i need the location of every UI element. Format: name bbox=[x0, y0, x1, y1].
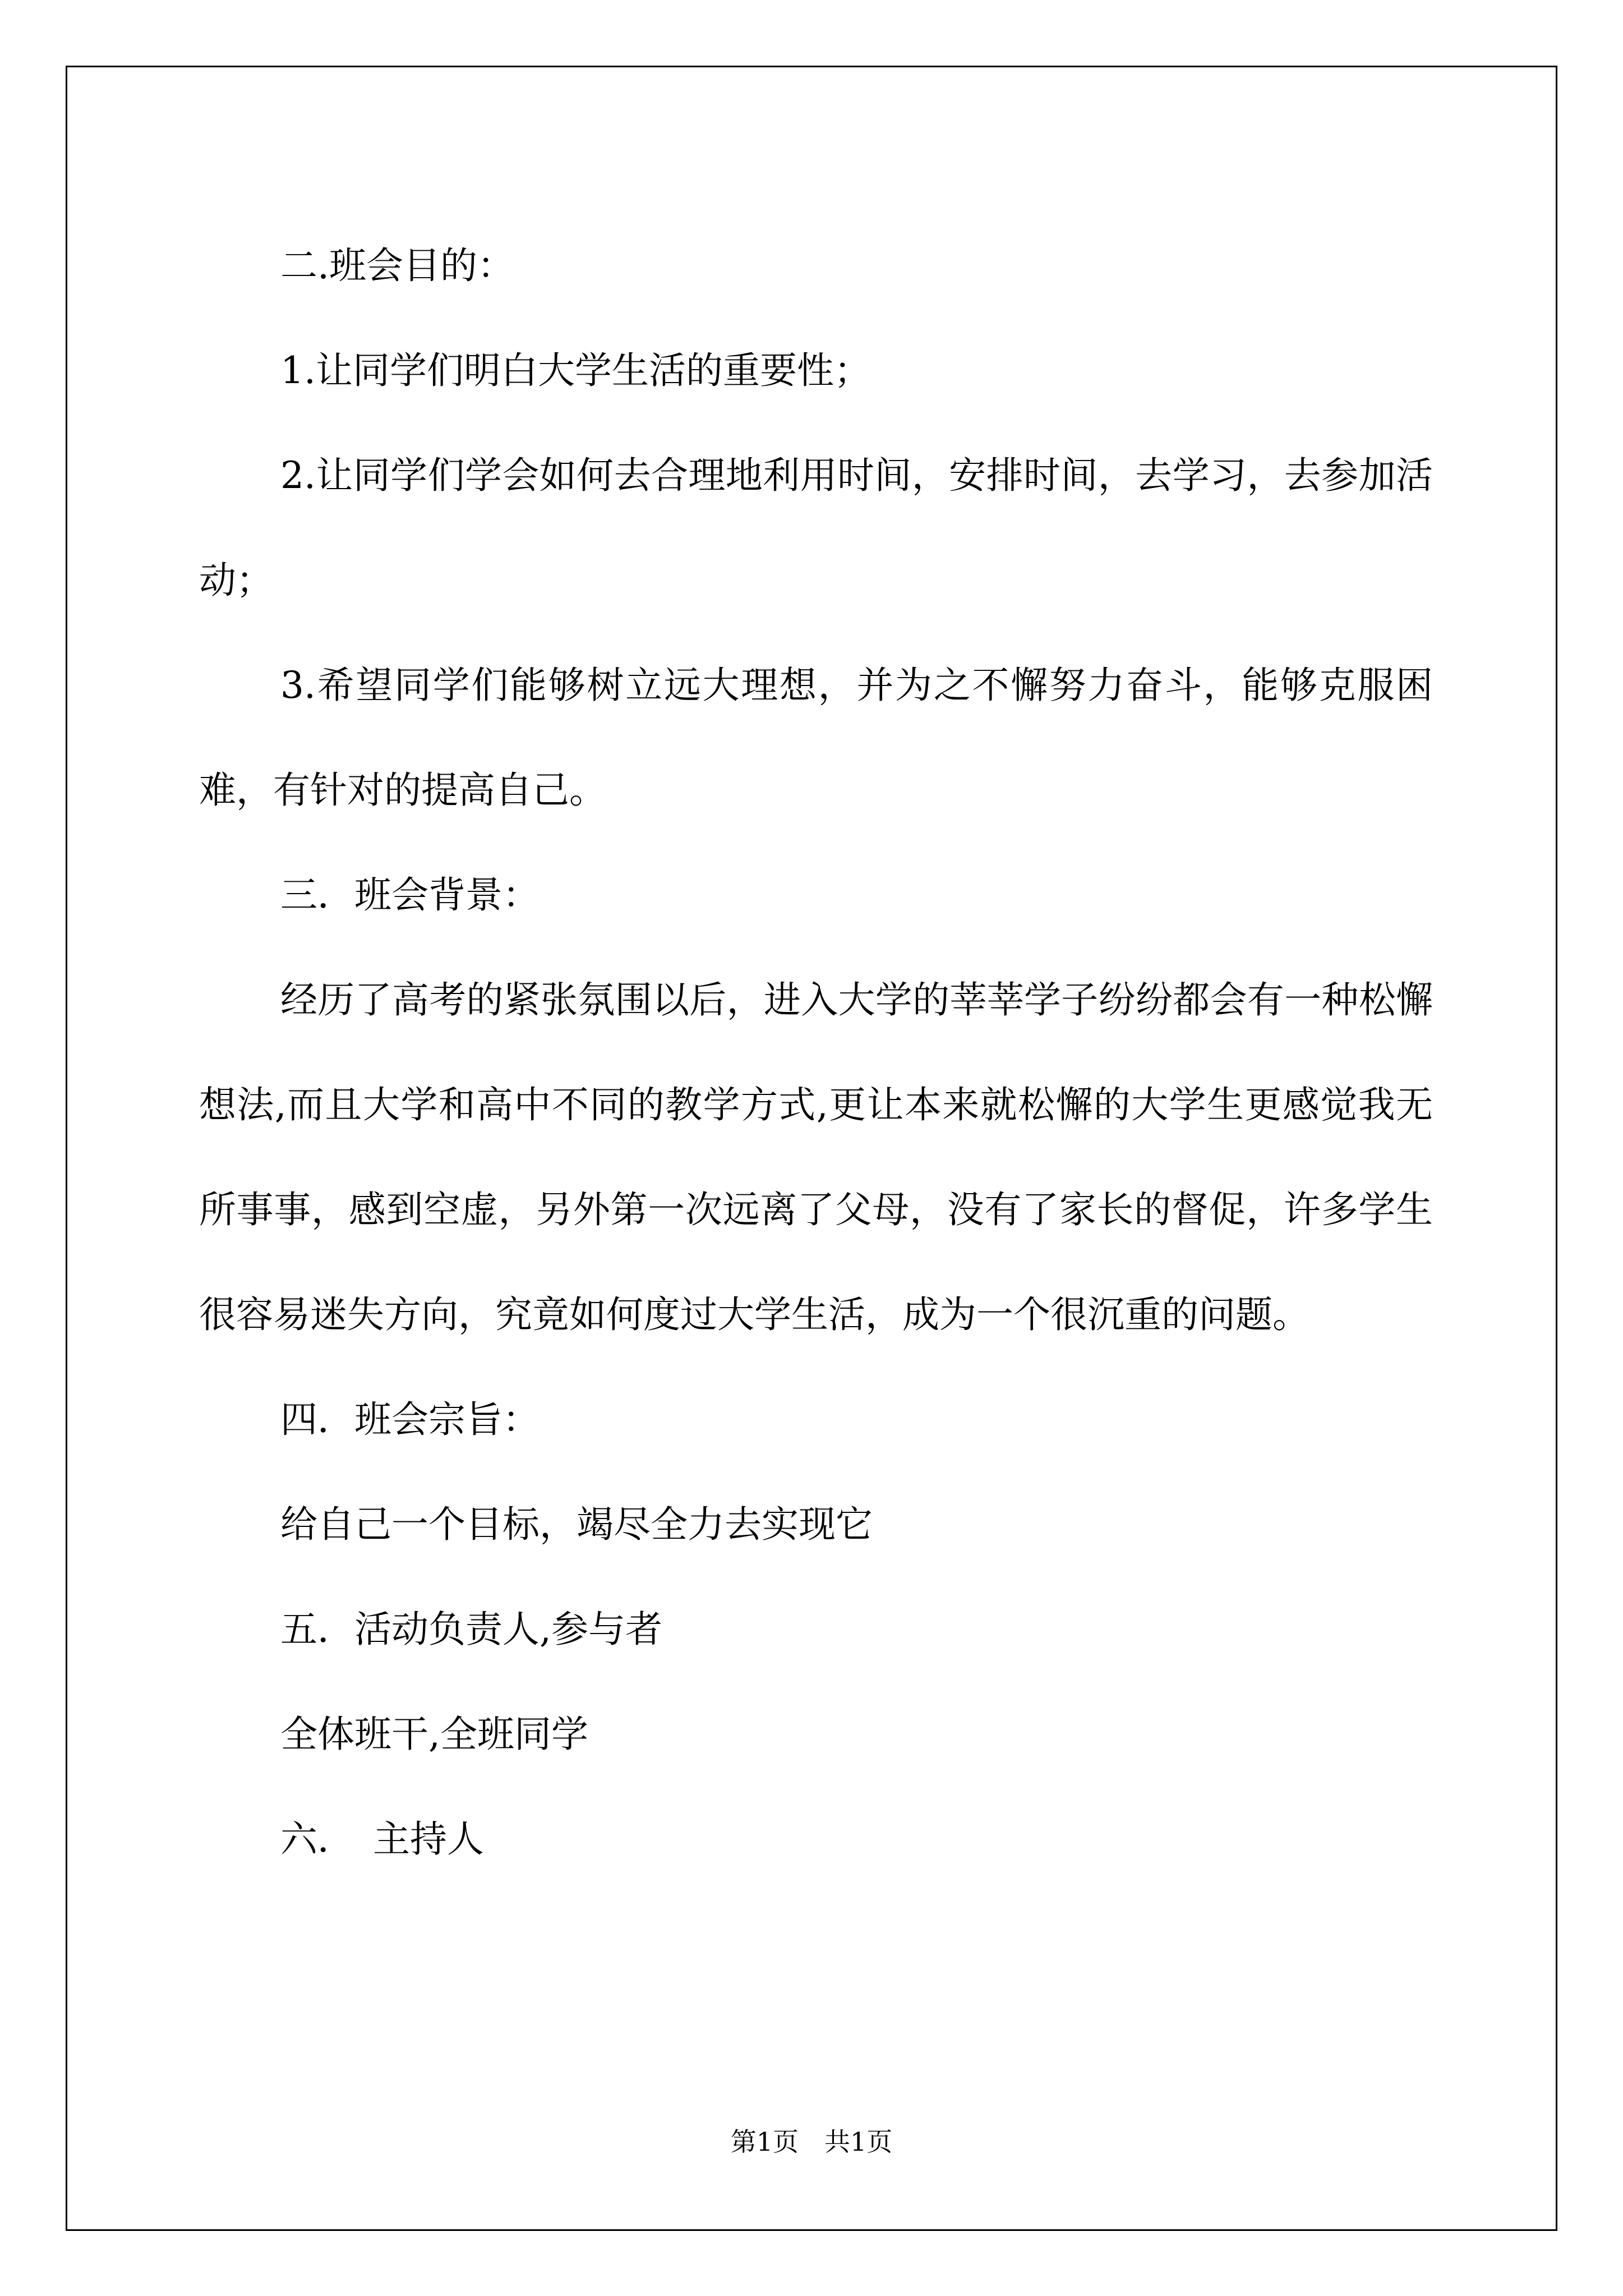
paragraph-heading-host: 六． 主持人 bbox=[280, 1818, 484, 1861]
paragraph-heading-aim: 四．班会宗旨： bbox=[280, 1398, 540, 1441]
paragraph-purpose-2: 2.让同学们学会如何去合理地利用时间，安排时间，去学习，去参加活动； bbox=[199, 454, 1433, 602]
paragraph-aim: 给自己一个目标，竭尽全力去实现它 bbox=[280, 1503, 873, 1546]
paragraph-heading-background: 三．班会背景： bbox=[280, 873, 540, 917]
page-footer: 第1页 共1页 bbox=[730, 2127, 893, 2157]
paragraph-participants: 全体班干,全班同学 bbox=[280, 1713, 588, 1756]
paragraph-purpose-3: 3.希望同学们能够树立远大理想，并为之不懈努力奋斗，能够克服困难，有针对的提高自己。 bbox=[199, 664, 1433, 812]
paragraph-heading-purpose: 二.班会目的： bbox=[280, 244, 514, 287]
paragraph-heading-participants: 五．活动负责人,参与者 bbox=[280, 1608, 662, 1651]
paragraph-purpose-1: 1.让同学们明白大学生活的重要性； bbox=[280, 349, 871, 392]
document-body bbox=[199, 213, 1433, 1892]
paragraph-background: 经历了高考的紧张氛围以后，进入大学的莘莘学子纷纷都会有一种松懈想法,而且大学和高中不同的教学方式,更让本来就松懈的大学生更感觉我无所事事，感到空虚，另外第一次远离了父母，没有了家长的督促，许多学生很容易迷失方向，究竟如何度过大学生活，成为一个很沉重的问题。 bbox=[199, 978, 1433, 1336]
